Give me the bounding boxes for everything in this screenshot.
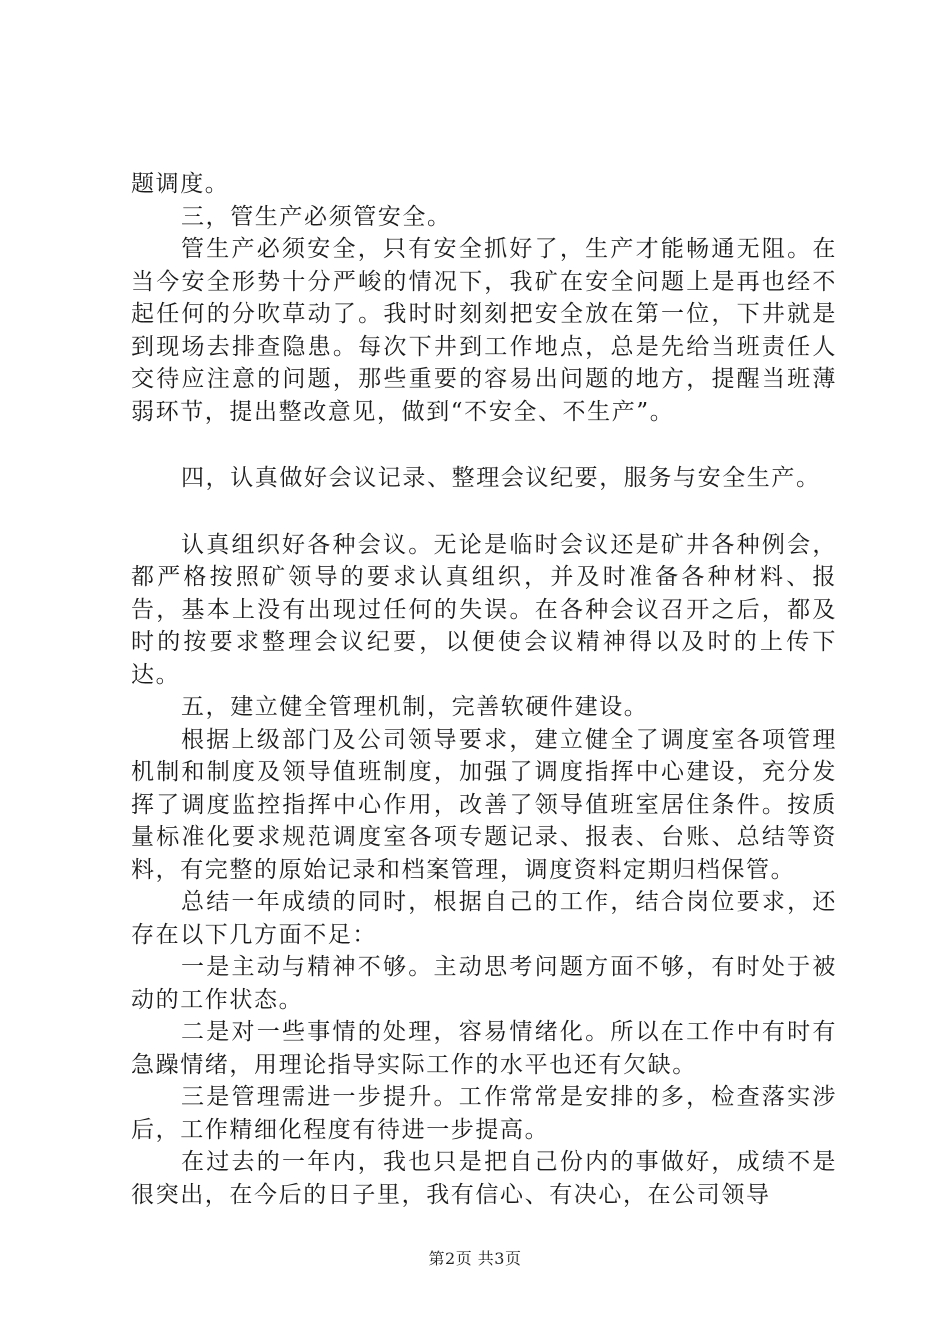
- body-text: [131, 168, 837, 1211]
- paragraph: 总结一年成绩的同时，根据自己的工作，结合岗位要求，还存在以下几方面不足：: [131, 889, 837, 948]
- paragraph: 管生产必须安全，只有安全抓好了，生产才能畅通无阻。在当今安全形势十分严峻的情况下，我矿在安全问题上是再也经不起任何的分吹草动了。我时时刻刻把安全放在第一位，下井就是到现场去排查隐患。每次下井到工作地点，总是先给当班责任人交待应注意的问题，那些重要的容易出问题的地方，提醒当班薄弱环节，提出整改意见，做到“不安全、不生产”。: [131, 236, 837, 425]
- paragraph: 二是对一些事情的处理，容易情绪化。所以在工作中有时有急躁情绪，用理论指导实际工作的水平也还有欠缺。: [131, 1019, 837, 1078]
- paragraph: 在过去的一年内，我也只是把自己份内的事做好，成绩不是很突出，在今后的日子里，我有信心、有决心，在公司领导: [131, 1149, 837, 1208]
- paragraph-continuation: 题调度。: [131, 171, 230, 197]
- paragraph: 一是主动与精神不够。主动思考问题方面不够，有时处于被动的工作状态。: [131, 954, 837, 1013]
- paragraph: 认真组织好各种会议。无论是临时会议还是矿井各种例会，都严格按照矿领导的要求认真组织，并及时准备各种材料、报告，基本上没有出现过任何的失误。在各种会议召开之后，都及时的按要求整理会议纪要，以便使会议精神得以及时的上传下达。: [131, 531, 837, 688]
- page-footer: 第2页 共3页: [428, 1249, 522, 1268]
- section-heading-3: 三，管生产必须管安全。: [181, 203, 452, 230]
- section-heading-5: 五，建立健全管理机制，完善软硬件建设。: [181, 694, 649, 720]
- paragraph: 根据上级部门及公司领导要求，建立健全了调度室各项管理机制和制度及领导值班制度，加强了调度指挥中心建设，充分发挥了调度监控指挥中心作用，改善了领导值班室居住条件。按质量标准化要求规范调度室各项专题记录、报表、台账、总结等资料，有完整的原始记录和档案管理，调度资料定期归档保管。: [131, 726, 837, 883]
- paragraph: 三是管理需进一步提升。工作常常是安排的多，检查落实涉后，工作精细化程度有待进一步提高。: [131, 1084, 837, 1143]
- section-heading-4: 四，认真做好会议记录、整理会议纪要，服务与安全生产。: [181, 465, 821, 491]
